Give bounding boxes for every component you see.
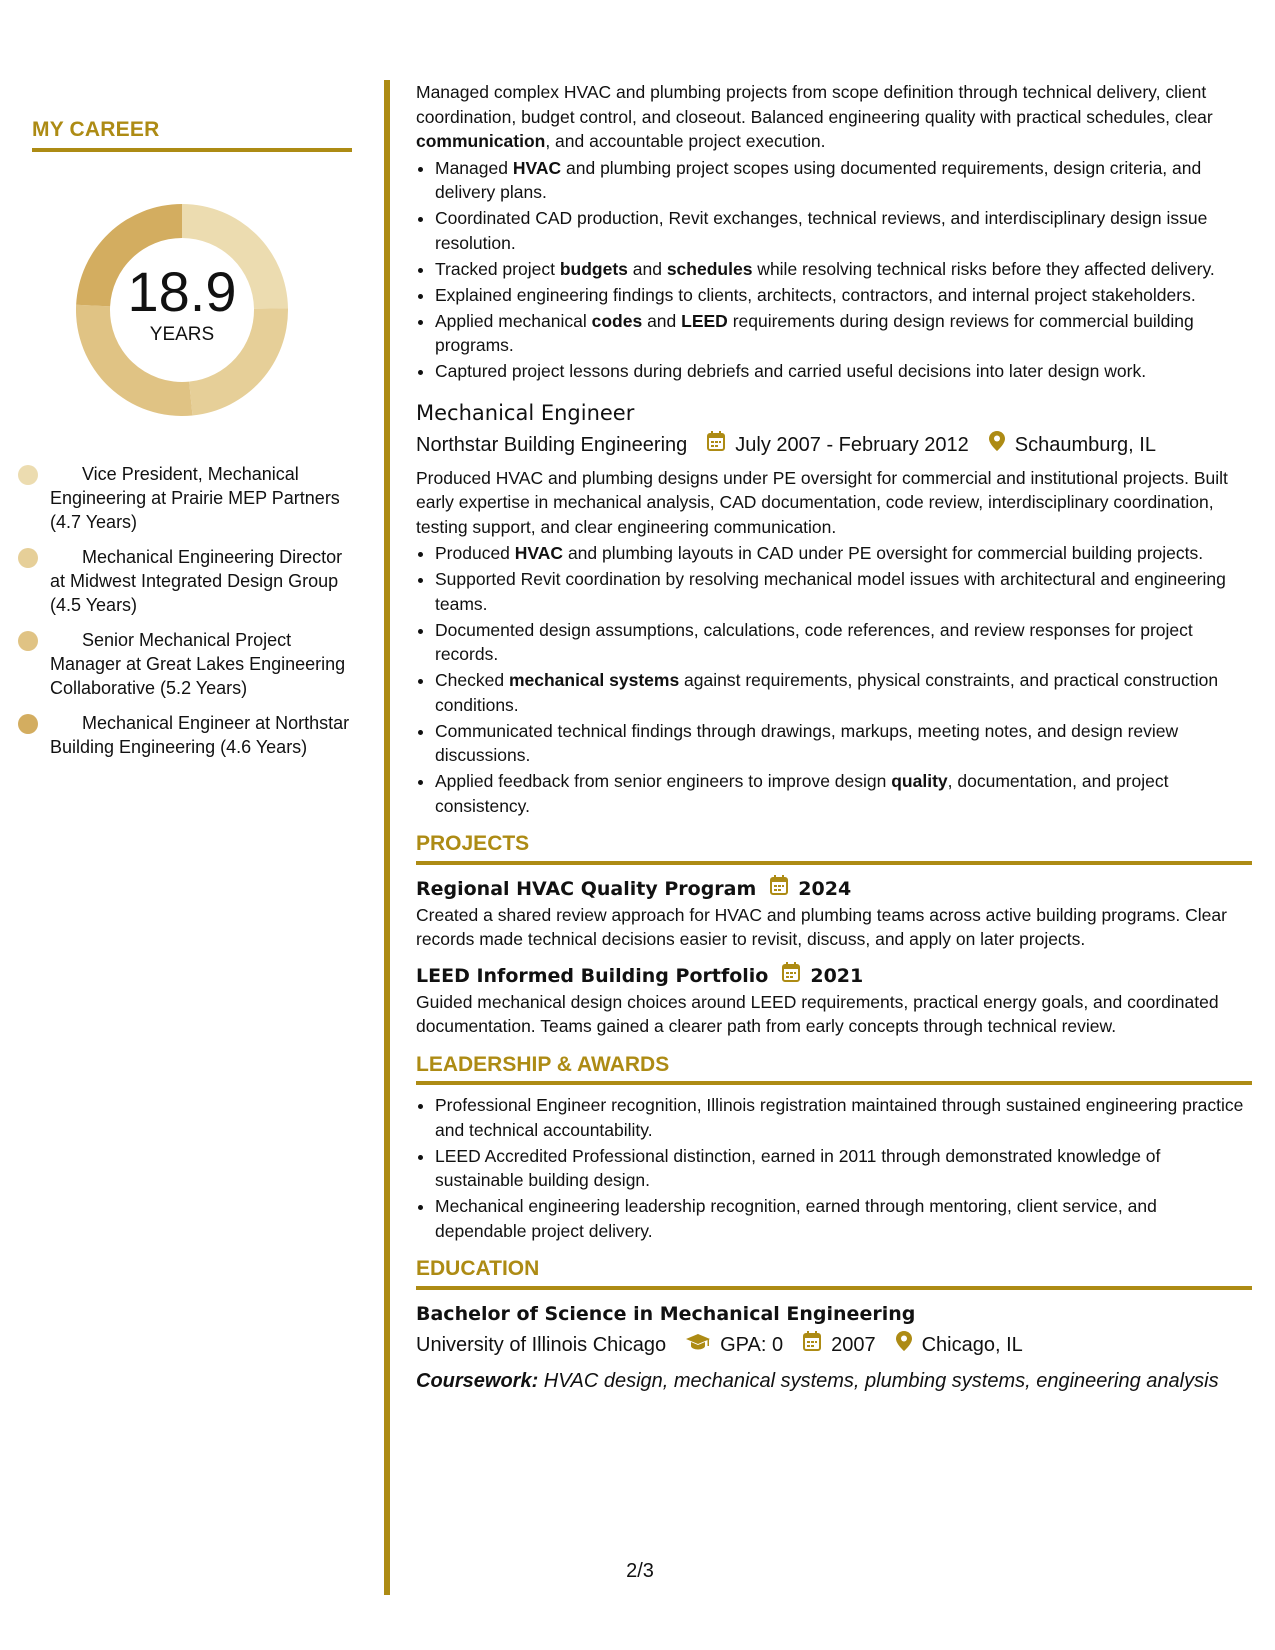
award-item: • LEED Accredited Professional distinction, earned in 2011 through demonstrated knowledge of sustainable building design.: [435, 1144, 1252, 1193]
coursework-list: HVAC design, mechanical systems, plumbing systems, engineering analysis: [538, 1369, 1219, 1392]
project-year: 2021: [810, 964, 864, 987]
legend-item: Vice President, Mechanical Engineering at Prairie MEP Partners (4.7 Years): [50, 462, 352, 534]
bullet-item: • Checked mechanical systems against requirements, physical constraints, and practical construction conditions.: [435, 668, 1252, 717]
map-pin-icon: [989, 430, 1005, 460]
awards-heading: LEADERSHIP & AWARDS: [416, 1053, 1252, 1086]
legend-dot: [18, 714, 38, 734]
project-description: Guided mechanical design choices around LEED requirements, practical energy goals, and coordinated documentation. Teams gained a clearer path from early concepts through technical review.: [416, 991, 1219, 1036]
bullet-item: • Applied feedback from senior engineers to improve design quality, documentation, and project consistency.: [435, 769, 1252, 818]
project-year: 2024: [798, 877, 852, 900]
calendar-icon: [770, 875, 788, 903]
coursework-label: Coursework:: [416, 1369, 539, 1392]
graduation-year: 2007: [831, 1333, 876, 1356]
legend-dot: [18, 548, 38, 568]
bullet-item: • Tracked project budgets and schedules while resolving technical risks before they affected delivery.: [435, 257, 1252, 282]
bullet-item: • Applied mechanical codes and LEED requirements during design reviews for commercial building programs.: [435, 309, 1252, 358]
legend-item: Mechanical Engineer at Northstar Building Engineering (4.6 Years): [50, 711, 352, 759]
education-meta: [416, 1330, 1252, 1360]
gpa: GPA: 0: [720, 1333, 784, 1356]
prev-role-summary: Managed complex HVAC and plumbing projects from scope definition through technical delivery, client coordination, budget control, and closeout. Balanced engineering quality with practical schedules, clear communication, and accountable project execution.: [416, 82, 1213, 151]
projects-heading: PROJECTS: [416, 832, 1252, 865]
legend-item: Mechanical Engineering Director at Midwest Integrated Design Group (4.5 Years): [50, 545, 352, 617]
prev-role-bullets: [416, 156, 1252, 384]
coursework: [416, 1366, 1252, 1396]
bullet-item: • Supported Revit coordination by resolving mechanical model issues with architectural and engineering teams.: [435, 567, 1252, 616]
project-title: Regional HVAC Quality Program 2024: [416, 875, 1252, 903]
bullet-item: • Managed HVAC and plumbing project scopes using documented requirements, design criteria, and delivery plans.: [435, 156, 1252, 205]
total-years-unit: YEARS: [149, 324, 215, 345]
project-title: LEED Informed Building Portfolio 2021: [416, 962, 1252, 990]
bullet-item: • Produced HVAC and plumbing layouts in CAD under PE oversight for commercial building projects.: [435, 541, 1252, 566]
page-number: 2/3: [626, 1560, 654, 1582]
bullet-item: • Captured project lessons during debriefs and carried useful decisions into later design work.: [435, 359, 1252, 384]
legend-dot: [18, 465, 38, 485]
education-heading: EDUCATION: [416, 1257, 1252, 1290]
job-company: Northstar Building Engineering: [416, 433, 688, 456]
bullet-item: • Communicated technical findings through drawings, markups, meeting notes, and design review discussions.: [435, 719, 1252, 768]
bullet-item: • Coordinated CAD production, Revit exchanges, technical reviews, and interdisciplinary design issue resolution.: [435, 206, 1252, 255]
bullet-item: • Explained engineering findings to clients, architects, contractors, and internal project stakeholders.: [435, 283, 1252, 308]
job-bullets: [416, 541, 1252, 818]
column-divider: [384, 80, 390, 1595]
total-years-value: 18.9: [127, 260, 237, 323]
career-donut-chart: [66, 194, 298, 426]
career-legend: [32, 462, 352, 759]
job-summary: Produced HVAC and plumbing designs under PE oversight for commercial and institutional projects. Built early expertise in mechanical analysis, CAD documentation, code review, interdisciplinary coordination, testing support, and clear engineering communication.: [416, 467, 1228, 537]
job-location: Schaumburg, IL: [1014, 433, 1156, 456]
award-item: • Professional Engineer recognition, Illinois registration maintained through sustained engineering practice and technical accountability.: [435, 1093, 1252, 1142]
job-meta: [416, 430, 1252, 460]
graduation-cap-icon: [686, 1330, 710, 1360]
career-heading: MY CAREER: [32, 118, 352, 152]
award-item: • Mechanical engineering leadership recognition, earned through mentoring, client service, and dependable project delivery.: [435, 1194, 1252, 1243]
legend-dot: [18, 631, 38, 651]
school-name: University of Illinois Chicago: [416, 1333, 667, 1356]
bullet-item: • Documented design assumptions, calculations, code references, and review responses for project records.: [435, 618, 1252, 667]
school-location: Chicago, IL: [921, 1333, 1023, 1356]
calendar-icon: [803, 1330, 821, 1360]
project-description: Created a shared review approach for HVAC and plumbing teams across active building programs. Clear records made technical decisions easier to revisit, discuss, and apply on later projects.: [416, 904, 1227, 949]
career-sidebar: [32, 118, 352, 770]
job-title: Mechanical Engineer: [416, 400, 635, 425]
calendar-icon: [707, 430, 725, 460]
map-pin-icon: [896, 1330, 912, 1360]
degree-title: Bachelor of Science in Mechanical Engineering: [416, 1302, 916, 1325]
main-content: [416, 80, 1252, 1396]
legend-item: Senior Mechanical Project Manager at Great Lakes Engineering Collaborative (5.2 Years): [50, 628, 352, 700]
calendar-icon: [782, 962, 800, 990]
awards-list: [416, 1093, 1252, 1243]
job-dates: July 2007 - February 2012: [735, 433, 969, 456]
